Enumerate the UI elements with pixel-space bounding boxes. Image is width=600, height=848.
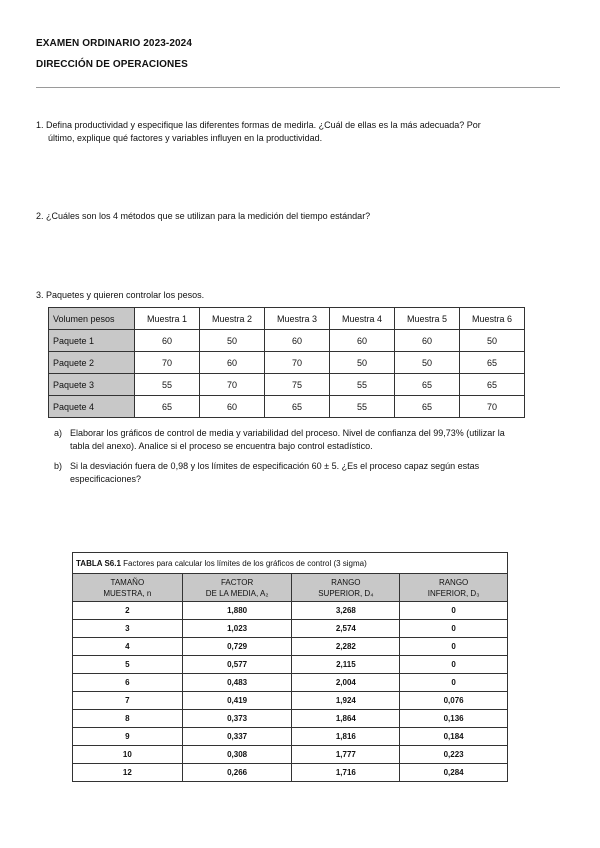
table-row <box>49 396 525 418</box>
samples-column-header: Muestra 3 <box>265 308 330 330</box>
table-cell: 8 <box>73 710 183 728</box>
table-cell: 0,076 <box>400 692 508 710</box>
header-divider <box>36 87 560 88</box>
sub-question-b-letter: b) <box>54 461 63 471</box>
header-lower-range: RANGO INFERIOR, D₃ <box>400 574 508 602</box>
table-cell: 0,483 <box>182 674 292 692</box>
factors-header-row <box>73 574 508 602</box>
table-cell: 1,864 <box>292 710 400 728</box>
table-cell: 6 <box>73 674 183 692</box>
table-cell: 2 <box>73 602 183 620</box>
table-cell: 9 <box>73 728 183 746</box>
table-cell: 0 <box>400 620 508 638</box>
table-cell: 70 <box>135 352 200 374</box>
table-cell: 0,577 <box>182 656 292 674</box>
sub-question-b <box>54 460 564 486</box>
table-row <box>73 710 508 728</box>
question-1 <box>36 119 481 145</box>
table-cell: 60 <box>265 330 330 352</box>
table-cell: 1,716 <box>292 764 400 782</box>
samples-column-header: Muestra 6 <box>460 308 525 330</box>
factors-caption-text: Factores para calcular los límites de los gráficos de control (3 sigma) <box>120 558 367 568</box>
sub-question-b-line-1: Si la desviación fuera de 0,98 y los límites de especificación 60 ± 5. ¿Es el proceso capaz según estas <box>70 461 480 471</box>
table-cell: 0 <box>400 674 508 692</box>
table-cell: 12 <box>73 764 183 782</box>
table-cell: 55 <box>135 374 200 396</box>
table-cell: 70 <box>200 374 265 396</box>
table-cell: 50 <box>200 330 265 352</box>
question-3: 3. Paquetes y quieren controlar los pesos. <box>36 290 205 300</box>
table-cell: 1,816 <box>292 728 400 746</box>
factors-table-caption <box>73 553 508 574</box>
factors-caption-label: TABLA S6.1 <box>76 558 121 568</box>
exam-title: EXAMEN ORDINARIO 2023-2024 <box>36 38 192 49</box>
table-cell: 1,880 <box>182 602 292 620</box>
table-row <box>49 374 525 396</box>
table-cell: 70 <box>265 352 330 374</box>
factors-caption-row <box>73 553 508 574</box>
table-cell: 2,115 <box>292 656 400 674</box>
table-cell: 0 <box>400 602 508 620</box>
header-upper-range: RANGO SUPERIOR, D₄ <box>292 574 400 602</box>
table-cell: 0 <box>400 638 508 656</box>
table-cell: 65 <box>395 396 460 418</box>
header-sample-size: TAMAÑO MUESTRA, n <box>73 574 183 602</box>
samples-column-header: Muestra 4 <box>330 308 395 330</box>
table-cell: 2,574 <box>292 620 400 638</box>
table-cell: 3 <box>73 620 183 638</box>
sub-question-a-line-2: tabla del anexo). Analice si el proceso se encuentra bajo control estadístico. <box>70 441 373 451</box>
question-1-line-1: 1. Defina productividad y especifique las diferentes formas de medirla. ¿Cuál de ellas es la más adecuada? Por <box>36 120 481 130</box>
question-2: 2. ¿Cuáles son los 4 métodos que se utilizan para la medición del tiempo estándar? <box>36 211 371 221</box>
samples-corner-cell: Volumen pesos <box>49 308 135 330</box>
table-cell: 65 <box>395 374 460 396</box>
table-cell: 60 <box>135 330 200 352</box>
table-cell: 70 <box>460 396 525 418</box>
table-cell: 0,284 <box>400 764 508 782</box>
table-cell: 55 <box>330 374 395 396</box>
sub-question-a-letter: a) <box>54 428 63 438</box>
samples-column-header: Muestra 2 <box>200 308 265 330</box>
table-cell: 5 <box>73 656 183 674</box>
header-mean-factor: FACTOR DE LA MEDIA, A₂ <box>182 574 292 602</box>
table-cell: 60 <box>395 330 460 352</box>
table-row <box>49 330 525 352</box>
samples-column-header: Muestra 5 <box>395 308 460 330</box>
table-cell: 2,004 <box>292 674 400 692</box>
table-cell: 60 <box>200 396 265 418</box>
table-cell: 60 <box>200 352 265 374</box>
sub-question-a-line-1: Elaborar los gráficos de control de media y variabilidad del proceso. Nivel de confianza del 99,73% (utilizar la <box>70 428 505 438</box>
table-cell: 1,023 <box>182 620 292 638</box>
table-cell: 4 <box>73 638 183 656</box>
table-cell: 65 <box>265 396 330 418</box>
table-row <box>73 764 508 782</box>
table-cell: 50 <box>460 330 525 352</box>
table-cell: 0,373 <box>182 710 292 728</box>
table-cell: 7 <box>73 692 183 710</box>
table-cell: 55 <box>330 396 395 418</box>
row-label: Paquete 3 <box>49 374 135 396</box>
row-label: Paquete 1 <box>49 330 135 352</box>
table-cell: 1,924 <box>292 692 400 710</box>
table-cell: 0,184 <box>400 728 508 746</box>
table-row <box>73 674 508 692</box>
course-title: DIRECCIÓN DE OPERACIONES <box>36 59 188 70</box>
table-cell: 65 <box>460 352 525 374</box>
table-cell: 10 <box>73 746 183 764</box>
table-cell: 50 <box>330 352 395 374</box>
table-cell: 2,282 <box>292 638 400 656</box>
table-cell: 65 <box>460 374 525 396</box>
table-row <box>73 746 508 764</box>
table-row <box>73 602 508 620</box>
row-label: Paquete 4 <box>49 396 135 418</box>
sub-question-b-line-2: especificaciones? <box>70 474 142 484</box>
table-row <box>49 352 525 374</box>
table-row <box>73 620 508 638</box>
table-cell: 50 <box>395 352 460 374</box>
control-chart-factors-table <box>72 552 508 782</box>
sub-question-a <box>54 427 564 453</box>
table-row <box>73 656 508 674</box>
table-row <box>73 638 508 656</box>
samples-column-header: Muestra 1 <box>135 308 200 330</box>
table-row <box>73 728 508 746</box>
table-cell: 0 <box>400 656 508 674</box>
table-cell: 3,268 <box>292 602 400 620</box>
row-label: Paquete 2 <box>49 352 135 374</box>
question-1-line-2: último, explique qué factores y variables influyen en la productividad. <box>48 133 323 143</box>
table-cell: 0,729 <box>182 638 292 656</box>
table-cell: 60 <box>330 330 395 352</box>
table-cell: 0,419 <box>182 692 292 710</box>
table-cell: 65 <box>135 396 200 418</box>
table-cell: 0,337 <box>182 728 292 746</box>
table-row <box>73 692 508 710</box>
table-cell: 0,136 <box>400 710 508 728</box>
table-cell: 1,777 <box>292 746 400 764</box>
samples-header-row <box>49 308 525 330</box>
table-cell: 0,308 <box>182 746 292 764</box>
table-cell: 0,266 <box>182 764 292 782</box>
table-cell: 0,223 <box>400 746 508 764</box>
samples-table <box>48 307 525 418</box>
table-cell: 75 <box>265 374 330 396</box>
